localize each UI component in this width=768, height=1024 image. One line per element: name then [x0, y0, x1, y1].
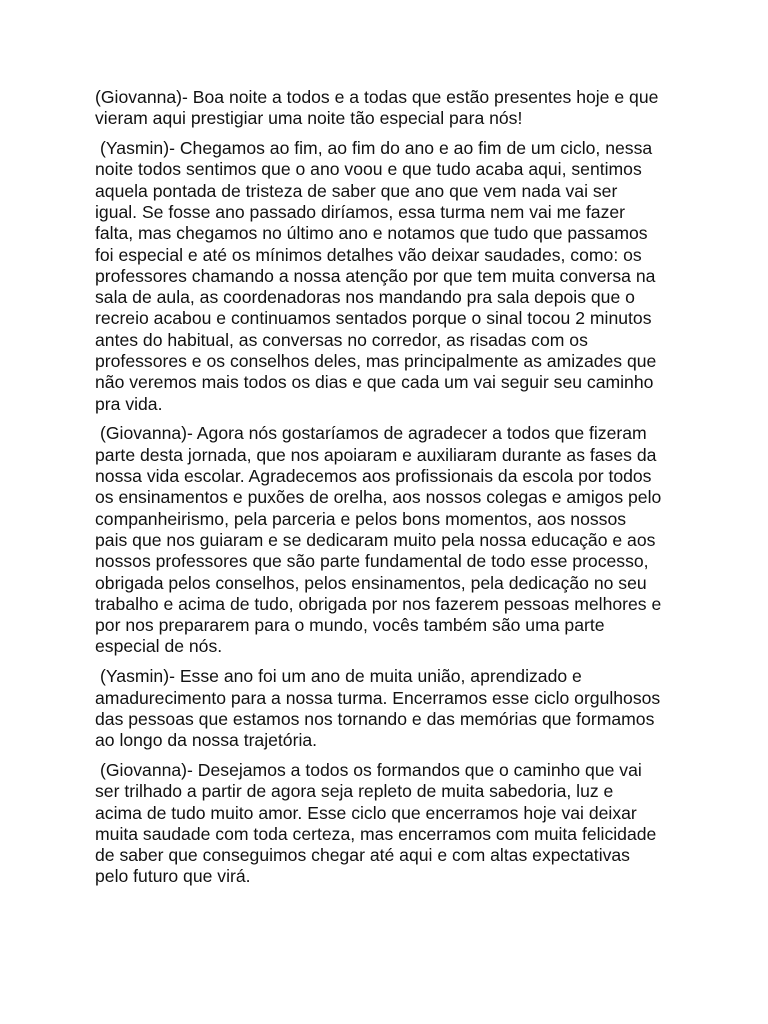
text-line: noite todos sentimos que o ano voou e que tudo acaba aqui, sentimos: [95, 159, 642, 180]
text-line: (Yasmin)- Esse ano foi um ano de muita união, aprendizado e: [100, 666, 582, 687]
text-line: obrigada pelos conselhos, pelos ensinamentos, pela dedicação no seu: [95, 572, 647, 593]
text-line: nossa vida escolar. Agradecemos aos profissionais da escola por todos: [95, 466, 652, 487]
document-body: [95, 87, 685, 896]
text-line: ser trilhado a partir de agora seja repleto de muita sabedoria, luz e: [95, 781, 614, 802]
text-line: (Giovanna)- Agora nós gostaríamos de agradecer a todos que fizeram: [100, 423, 647, 444]
paragraph-2: [95, 138, 685, 415]
text-line: amadurecimento para a nossa turma. Encerramos esse ciclo orgulhosos: [95, 687, 661, 708]
text-line: vieram aqui prestigiar uma noite tão especial para nós!: [95, 108, 523, 129]
text-line: (Yasmin)- Chegamos ao fim, ao fim do ano e ao fim de um ciclo, nessa: [100, 138, 653, 159]
text-line: (Giovanna)- Desejamos a todos os formandos que o caminho que vai: [100, 759, 642, 780]
text-line: pais que nos guiaram e se dedicaram muito pela nossa educação e aos: [95, 529, 656, 550]
text-line: igual. Se fosse ano passado diríamos, essa turma nem vai me fazer: [95, 201, 626, 222]
text-line: professores chamando a nossa atenção por que tem muita conversa na: [95, 265, 656, 286]
text-line: especial de nós.: [95, 636, 223, 657]
text-line: companheirismo, pela parceria e pelos bons momentos, aos nossos: [95, 508, 627, 529]
text-line: nossos professores que são parte fundamental de todo esse processo,: [95, 551, 649, 572]
paragraph-5: [95, 760, 685, 888]
text-line: não veremos mais todos os dias e que cada um vai seguir seu caminho: [95, 372, 654, 393]
text-line: falta, mas chegamos no último ano e notamos que tudo que passamos: [95, 223, 648, 244]
text-line: professores e os conselhos deles, mas principalmente as amizades que: [95, 351, 657, 372]
text-line: sala de aula, as coordenadoras nos mandando pra sala depois que o: [95, 287, 635, 308]
text-line: ao longo da nossa trajetória.: [95, 730, 318, 751]
text-line: parte desta jornada, que nos apoiaram e auxiliaram durante as fases da: [95, 444, 657, 465]
paragraph-3: [95, 423, 685, 657]
text-line: por nos prepararem para o mundo, vocês também são uma parte: [95, 615, 605, 636]
text-line: pelo futuro que virá.: [95, 866, 251, 887]
text-line: (Giovanna)- Boa noite a todos e a todas que estão presentes hoje e que: [95, 87, 659, 107]
text-line: muita saudade com toda certeza, mas encerramos com muita felicidade: [95, 823, 657, 844]
text-line: pra vida.: [95, 393, 163, 414]
paragraph-1: [95, 87, 685, 130]
text-line: foi especial e até os mínimos detalhes vão deixar saudades, como: os: [95, 244, 642, 265]
text-line: das pessoas que estamos nos tornando e das memórias que formamos: [95, 708, 655, 729]
text-line: antes do habitual, as conversas no corredor, as risadas com os: [95, 329, 588, 350]
text-line: trabalho e acima de tudo, obrigada por nos fazerem pessoas melhores e: [95, 593, 662, 614]
text-line: recreio acabou e continuamos sentados porque o sinal tocou 2 minutos: [95, 308, 652, 329]
text-line: de saber que conseguimos chegar até aqui e com altas expectativas: [95, 845, 630, 866]
paragraph-4: [95, 666, 685, 751]
text-line: aquela pontada de tristeza de saber que ano que vem nada vai ser: [95, 180, 618, 201]
text-line: acima de tudo muito amor. Esse ciclo que encerramos hoje vai deixar: [95, 802, 637, 823]
text-line: os ensinamentos e puxões de orelha, aos nossos colegas e amigos pelo: [95, 487, 662, 508]
